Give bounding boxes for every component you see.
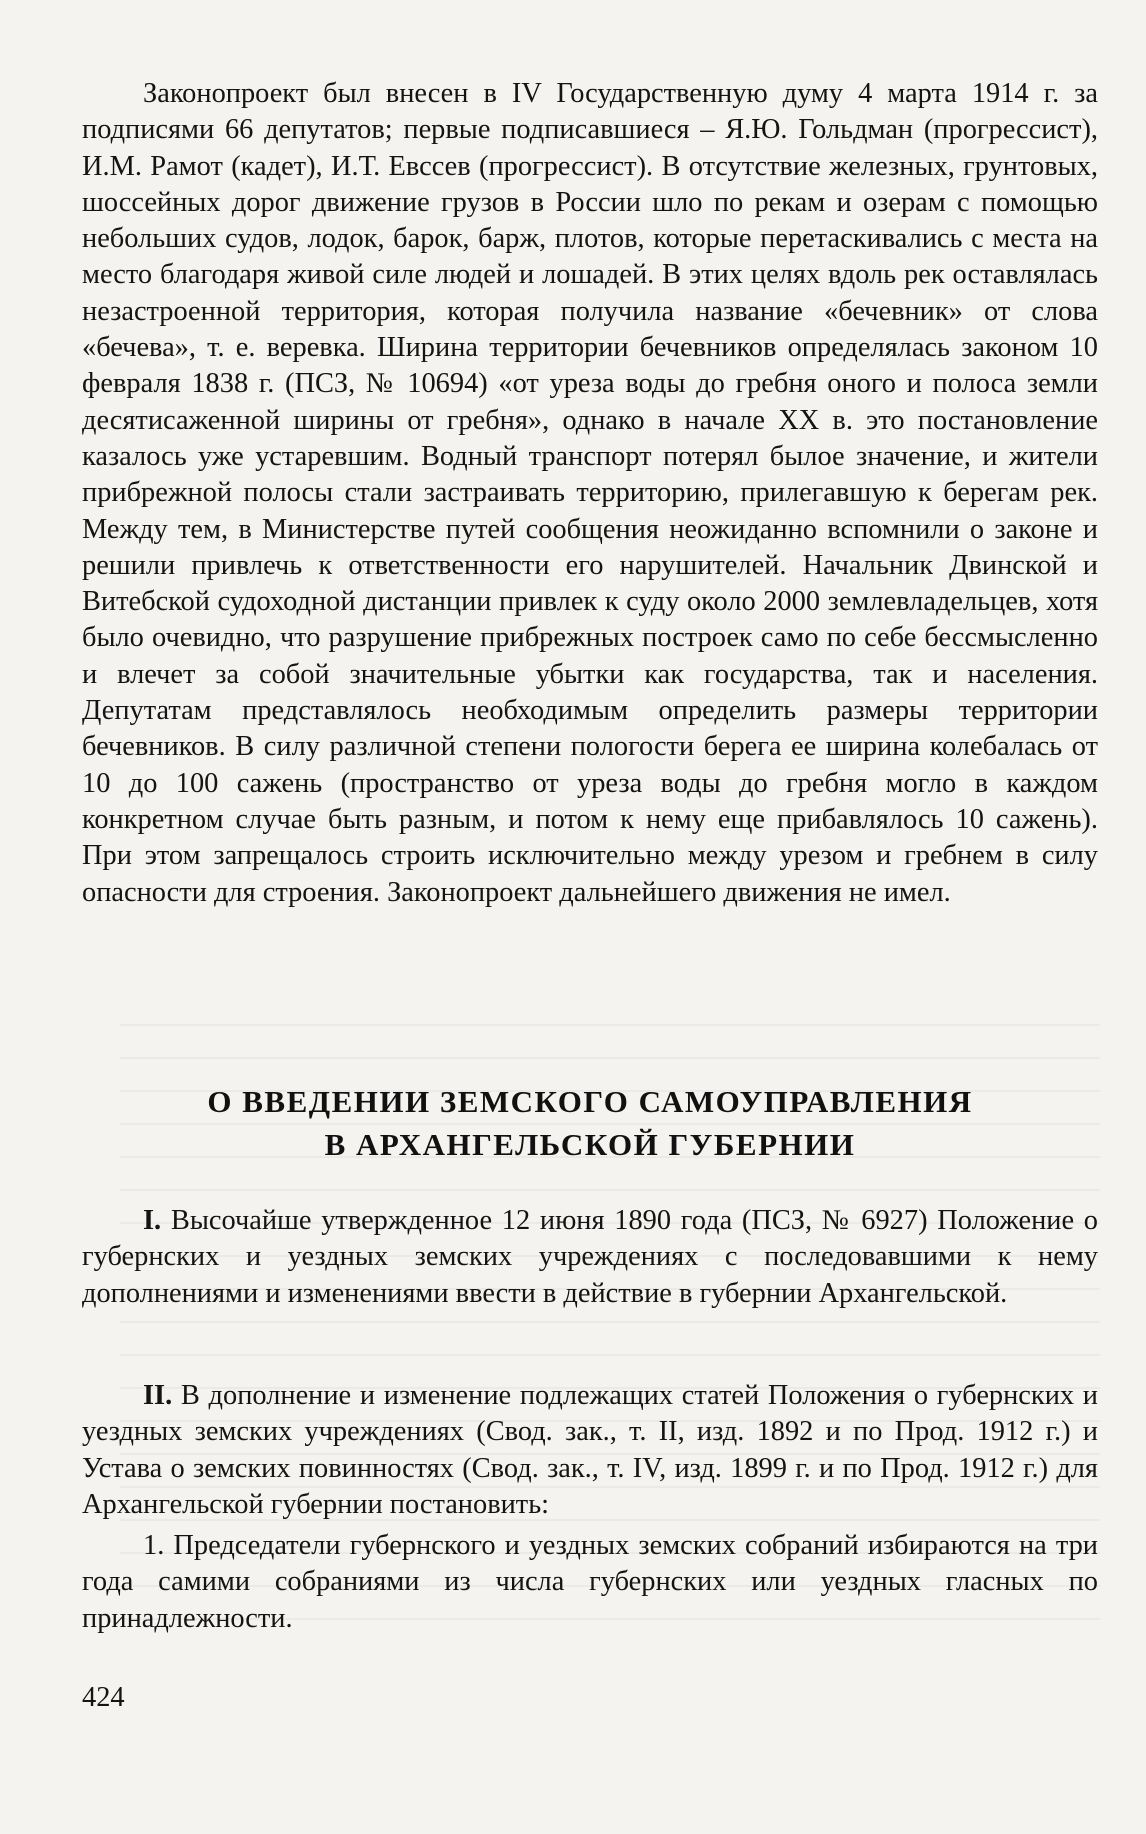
article-i-paragraph: [82, 1203, 1098, 1312]
item-1-paragraph: 1. Председатели губернского и уездных земских собраний избираются на три года самими собраниями из числа губернских или уездных гласных по принадлежности.: [82, 1530, 1098, 1634]
intro-paragraph: Законопроект был внесен в IV Государственную думу 4 марта 1914 г. за подписями 66 депутатов; первые подписавшиеся – Я.Ю. Гольдман (прогрессист), И.М. Рамот (кадет), И.Т. Евссев (прогрессист). В отсутствие железных, грунтовых, шоссейных дорог движение грузов в России шло по рекам и озерам с помощью небольших судов, лодок, барок, барж, плотов, которые перетаскивались с места на место благодаря живой силе людей и лошадей. В этих целях вдоль рек оставлялась незастроенной территория, которая получила название «бечевник» от слова «бечева», т. е. веревка. Ширина территории бечевников определялась законом 10 февраля 1838 г. (ПСЗ, № 10694) «от уреза воды до гребня оного и полоса земли десятисаженной ширины от гребня», однако в начале XX в. это постановление казалось уже устаревшим. Водный транспорт потерял былое значение, и жители прибрежной полосы стали застраивать территорию, прилегавшую к берегам рек. Между тем, в Министерстве путей сообщения неожиданно вспомнили о законе и решили привлечь к ответственности его нарушителей. Начальник Двинской и Витебской судоходной дистанции привлек к суду около 2000 землевладельцев, хотя было очевидно, что разрушение прибрежных построек само по себе бессмысленно и влечет за собой значительные убытки как государства, так и населения. Депутатам представлялось необходимым определить размеры территории бечевников. В силу различной степени пологости берега ее ширина колебалась от 10 до 100 сажень (пространство от уреза воды до гребня могло в каждом конкретном случае быть разным, и потом к нему еще прибавлялось 10 сажень). При этом запрещалось строить исключительно между урезом и гребнем в силу опасности для строения. Законопроект дальнейшего движения не имел.: [82, 78, 1098, 908]
article-ii-text: В дополнение и изменение подлежащих статей Положения о губернских и уездных земских учреждениях (Свод. зак., т. II, изд. 1892 и по Прод. 1912 г.) и Устава о земских повинностях (Свод. зак., т. IV, изд. 1899 г. и по Прод. 1912 г.) для Архангельской губернии постановить:: [82, 1380, 1098, 1520]
section-heading: [82, 1080, 1098, 1166]
heading-line-1: О ВВЕДЕНИИ ЗЕМСКОГО САМОУПРАВЛЕНИЯ: [207, 1084, 973, 1119]
intro-paragraph-block: [82, 76, 1098, 911]
article-ii-marker: II.: [143, 1380, 173, 1411]
page-number: 424: [82, 1682, 125, 1713]
article-ii: [82, 1378, 1098, 1523]
article-ii-paragraph: [82, 1378, 1098, 1523]
article-i: [82, 1203, 1098, 1312]
heading-line-2: В АРХАНГЕЛЬСКОЙ ГУБЕРНИИ: [324, 1127, 856, 1162]
article-ii-item-1: [82, 1528, 1098, 1637]
article-i-text: Высочайше утвержденное 12 июня 1890 года (ПСЗ, № 6927) Положение о губернских и уездных земских учреждениях с последовавшими к нему дополнениями и изменениями ввести в действие в губернии Архангельской.: [82, 1205, 1098, 1309]
article-i-marker: I.: [143, 1205, 162, 1236]
